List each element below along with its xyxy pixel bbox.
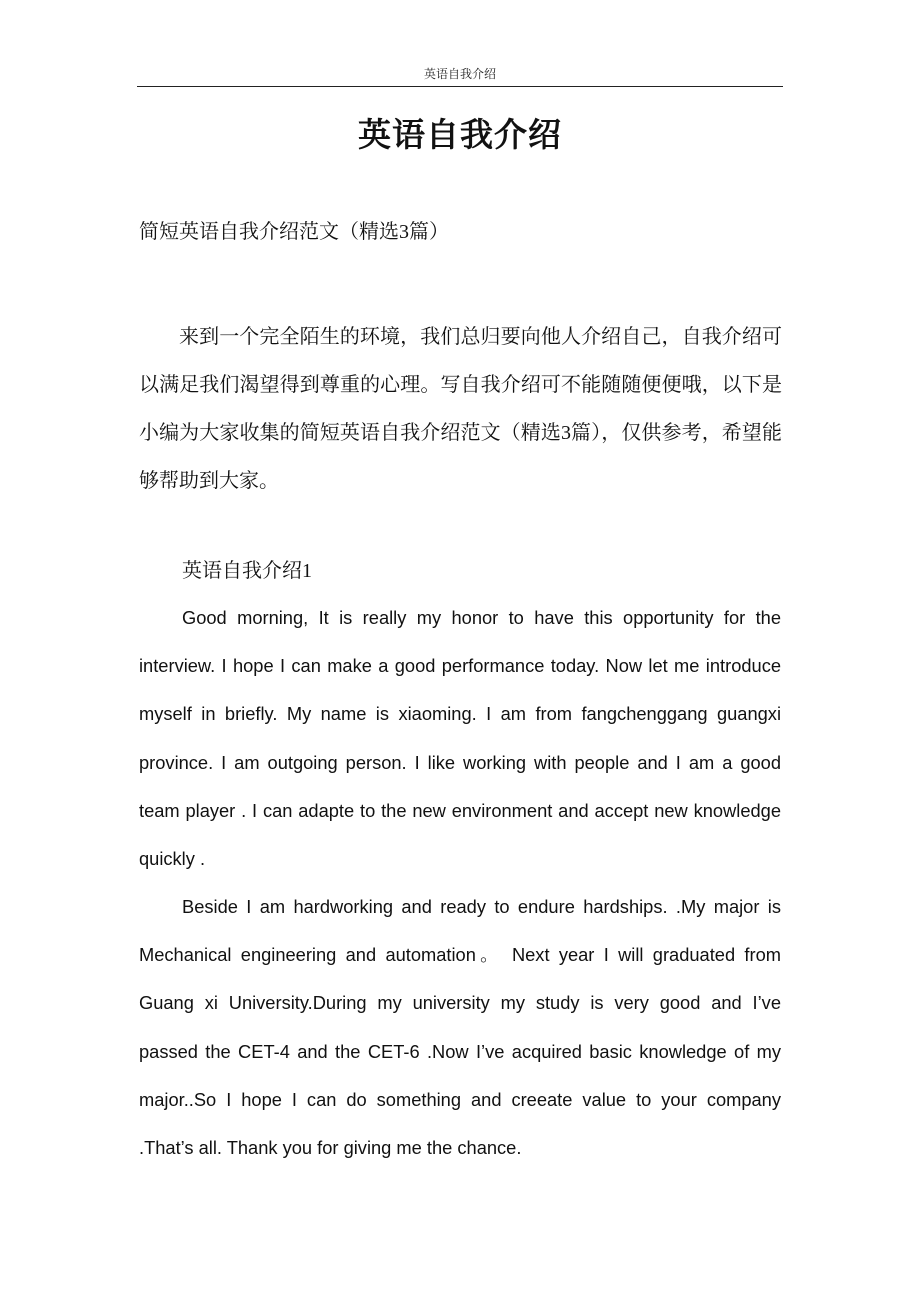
intro-paragraph: 来到一个完全陌生的环境，我们总归要向他人介绍自己，自我介绍可以满足我们渴望得到尊重的心理。写自我介绍可不能随随便便哦，以下是小编为大家收集的简短英语自我介绍范文（精选3篇），仅供参考，希望能够帮助到大家。 xyxy=(139,326,782,492)
document-title: 英语自我介绍 xyxy=(358,118,562,154)
body-paragraph-1: Good morning, It is really my honor to have this opportunity for the interview. I hope I can make a good performance today. Now let me introduce myself in briefly. My name is xiaoming. I am from fangchenggang guangxi province. I am outgoing person. I like working with people and I am a good team player . I can adapte to the new environment and accept new knowledge quickly . xyxy=(139,607,781,870)
document-subtitle: 简短英语自我介绍范文（精选3篇） xyxy=(139,221,449,243)
section-heading: 英语自我介绍1 xyxy=(182,560,312,582)
body-paragraph-2: Beside I am hardworking and ready to endure hardships. .My major is Mechanical engineering and automation。 Next year I will graduated from Guang xi University.During my university my study is very good and I’ve passed the CET-4 and the CET-6 .Now I’ve acquired basic knowledge of my major..So I hope I can do something and creeate value to your company .That’s all. Thank you for giving me the chance. xyxy=(139,896,781,1159)
page-header: 英语自我介绍 xyxy=(137,64,783,87)
